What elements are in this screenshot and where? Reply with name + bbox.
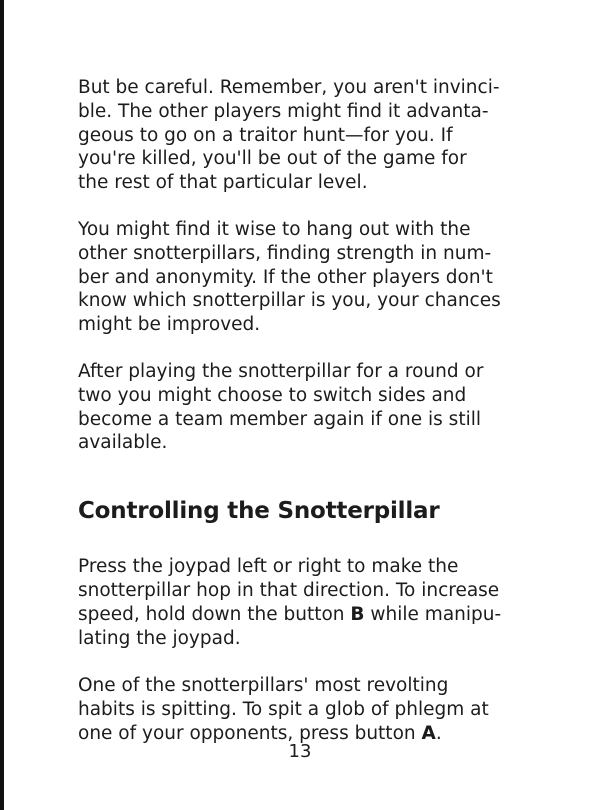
button-a-label: A [421,722,436,744]
paragraph-spitting [78,674,528,745]
text-line: available. [78,432,168,454]
text-line [78,603,528,627]
text-line: One of the snotterpillars' most revolting [78,675,449,697]
text-line: geous to go on a traitor hunt—for you. If [78,124,453,146]
section-spacer [78,525,528,555]
section-heading: Controlling the Snotterpillar [78,498,440,525]
text-line: two you might choose to switch sides and [78,384,467,406]
text-segment: . [435,722,442,744]
text-line: might be improved. [78,314,261,336]
page-content [78,76,528,746]
text-line: Press the joypad left or right to make the [78,556,459,578]
text-segment: speed, hold down the button [78,603,351,625]
text-line: ber and anonymity. If the other players don't [78,266,493,288]
paragraph-spacer [78,195,528,218]
text-line: know which snotterpillar is you, your chances [78,290,501,312]
page-number: 13 [288,741,312,762]
text-line: lating the joypad. [78,627,241,649]
button-b-label: B [350,603,365,625]
paragraph-controls [78,555,528,650]
paragraph-switch-sides [78,360,528,455]
text-line: become a team member again if one is still [78,408,481,430]
paragraph-spacer [78,337,528,360]
text-line: the rest of that particular level. [78,172,368,194]
text-line: But be careful. Remember, you aren't invinci- [78,77,500,98]
text-line: you're killed, you'll be out of the game for [78,148,467,170]
paragraph-hang-out [78,218,528,337]
text-segment: while manipu- [364,603,502,625]
page-binding-edge [0,0,4,810]
text-line: ble. The other players might find it advanta- [78,100,489,122]
text-segment: one of your opponents, press button [78,722,422,744]
paragraph-careful [78,76,528,195]
text-line: snotterpillar hop in that direction. To increase [78,579,500,601]
text-line: You might find it wise to hang out with the [78,218,471,240]
paragraph-spacer [78,650,528,674]
section-spacer [78,455,528,497]
text-line: other snotterpillars, finding strength in num- [78,242,492,264]
text-line: After playing the snotterpillar for a round or [78,360,484,382]
text-line: habits is spitting. To spit a glob of phlegm at [78,699,489,721]
